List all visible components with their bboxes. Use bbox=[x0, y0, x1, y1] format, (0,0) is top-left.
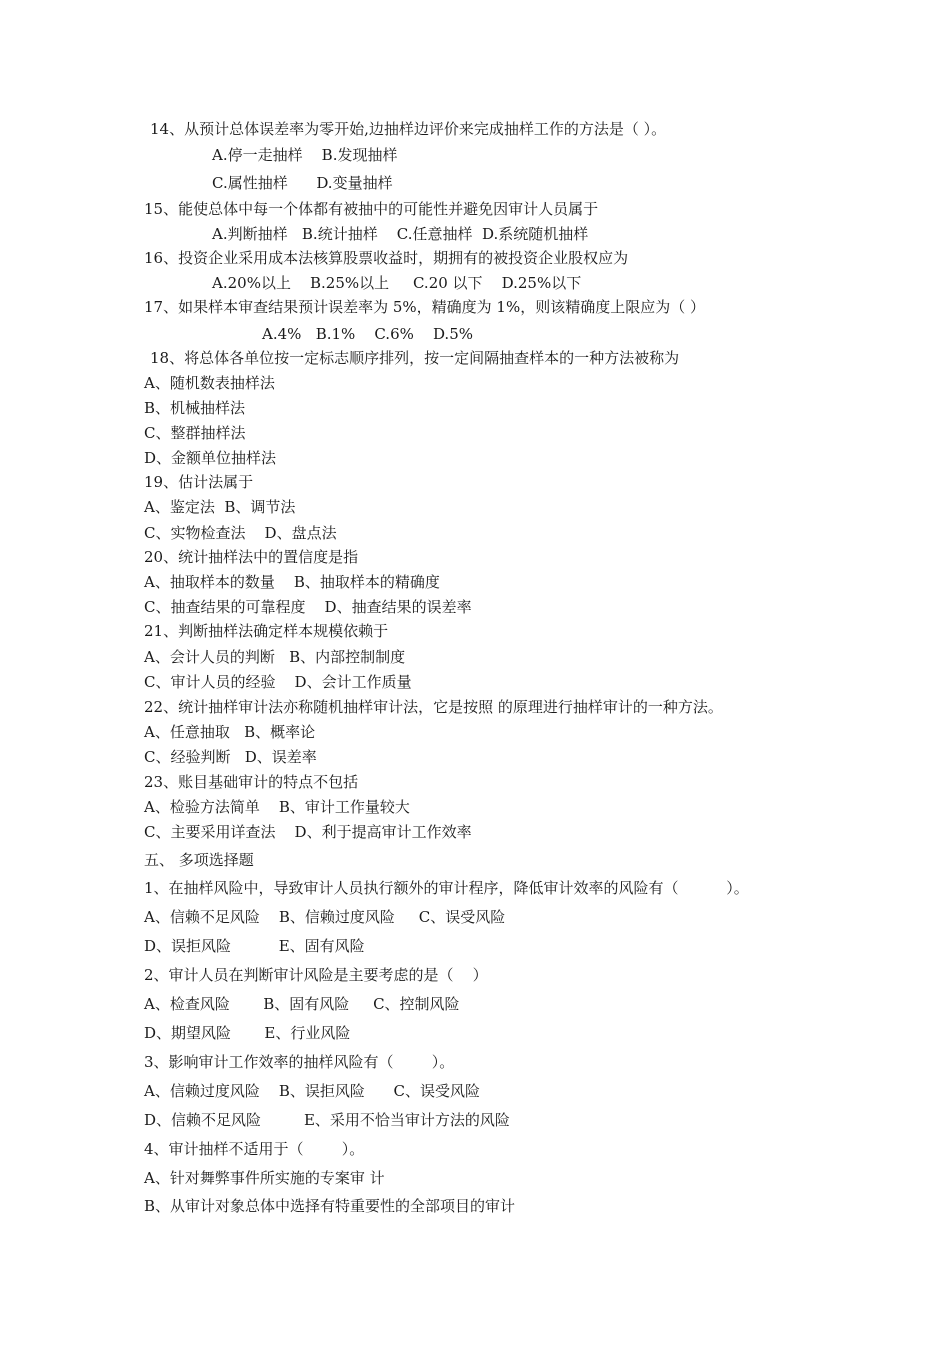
mc-question-3: 3、影响审计工作效率的抽样风险有（ ）。 bbox=[144, 1053, 455, 1071]
question-21-options-ab: A、会计人员的判断 B、内部控制制度 bbox=[144, 648, 406, 666]
question-14-options-cd: C.属性抽样 D.变量抽样 bbox=[212, 174, 393, 192]
question-22-options-ab: A、任意抽取 B、概率论 bbox=[144, 723, 316, 741]
question-20-options-ab: A、抽取样本的数量 B、抽取样本的精确度 bbox=[144, 573, 440, 591]
question-22: 22、统计抽样审计法亦称随机抽样审计法，它是按照 的原理进行抽样审计的一种方法。 bbox=[144, 698, 723, 716]
question-21: 21、判断抽样法确定样本规模依赖于 bbox=[144, 622, 389, 640]
question-22-options-cd: C、经验判断 D、误差率 bbox=[144, 748, 317, 766]
section-heading-multiple-choice: 五、 多项选择题 bbox=[144, 851, 254, 869]
mc-question-1: 1、在抽样风险中，导致审计人员执行额外的审计程序，降低审计效率的风险有（ ）。 bbox=[144, 879, 749, 897]
question-19: 19、估计法属于 bbox=[144, 473, 254, 491]
question-20-options-cd: C、抽查结果的可靠程度 D、抽查结果的误差率 bbox=[144, 598, 472, 616]
mc-question-4-option-a: A、针对舞弊事件所实施的专案审 计 bbox=[144, 1169, 385, 1187]
question-15-options: A.判断抽样 B.统计抽样 C.任意抽样 D.系统随机抽样 bbox=[212, 225, 589, 243]
question-18: 18、将总体各单位按一定标志顺序排列，按一定间隔抽查样本的一种方法被称为 bbox=[150, 349, 680, 367]
question-15: 15、能使总体中每一个体都有被抽中的可能性并避免因审计人员属于 bbox=[144, 200, 599, 218]
question-23-options-ab: A、检验方法简单 B、审计工作量较大 bbox=[144, 798, 410, 816]
mc-question-2-options-abc: A、检查风险 B、固有风险 C、控制风险 bbox=[144, 995, 460, 1013]
question-23-options-cd: C、主要采用详查法 D、利于提高审计工作效率 bbox=[144, 823, 472, 841]
question-16: 16、投资企业采用成本法核算股票收益时，期拥有的被投资企业股权应为 bbox=[144, 249, 629, 267]
mc-question-2: 2、审计人员在判断审计风险是主要考虑的是（ ） bbox=[144, 966, 488, 984]
question-14-options-ab: A.停一走抽样 B.发现抽样 bbox=[212, 146, 398, 164]
mc-question-4: 4、审计抽样不适用于（ ）。 bbox=[144, 1140, 365, 1158]
question-18-option-a: A、随机数表抽样法 bbox=[144, 374, 275, 392]
question-23: 23、账目基础审计的特点不包括 bbox=[144, 773, 359, 791]
question-19-options-cd: C、实物检查法 D、盘点法 bbox=[144, 524, 337, 542]
question-17-options: A.4% B.1% C.6% D.5% bbox=[262, 325, 473, 343]
question-20: 20、统计抽样法中的置信度是指 bbox=[144, 548, 359, 566]
question-16-options: A.20%以上 B.25%以上 C.20 以下 D.25%以下 bbox=[212, 274, 582, 292]
question-18-option-c: C、整群抽样法 bbox=[144, 424, 246, 442]
question-14: 14、从预计总体误差率为零开始,边抽样边评价来完成抽样工作的方法是（ ）。 bbox=[150, 120, 667, 138]
mc-question-2-options-de: D、期望风险 E、行业风险 bbox=[144, 1024, 351, 1042]
mc-question-3-options-abc: A、信赖过度风险 B、误拒风险 C、误受风险 bbox=[144, 1082, 481, 1100]
question-18-option-d: D、金额单位抽样法 bbox=[144, 449, 277, 467]
mc-question-4-option-b: B、从审计对象总体中选择有特重要性的全部项目的审计 bbox=[144, 1197, 516, 1215]
mc-question-1-options-de: D、误拒风险 E、固有风险 bbox=[144, 937, 365, 955]
question-19-options-ab: A、鉴定法 B、调节法 bbox=[144, 498, 296, 516]
question-17: 17、如果样本审查结果预计误差率为 5%，精确度为 1%，则该精确度上限应为（ ） bbox=[144, 298, 705, 316]
question-18-option-b: B、机械抽样法 bbox=[144, 399, 246, 417]
mc-question-3-options-de: D、信赖不足风险 E、采用不恰当审计方法的风险 bbox=[144, 1111, 510, 1129]
question-21-options-cd: C、审计人员的经验 D、会计工作质量 bbox=[144, 673, 412, 691]
mc-question-1-options-abc: A、信赖不足风险 B、信赖过度风险 C、误受风险 bbox=[144, 908, 506, 926]
